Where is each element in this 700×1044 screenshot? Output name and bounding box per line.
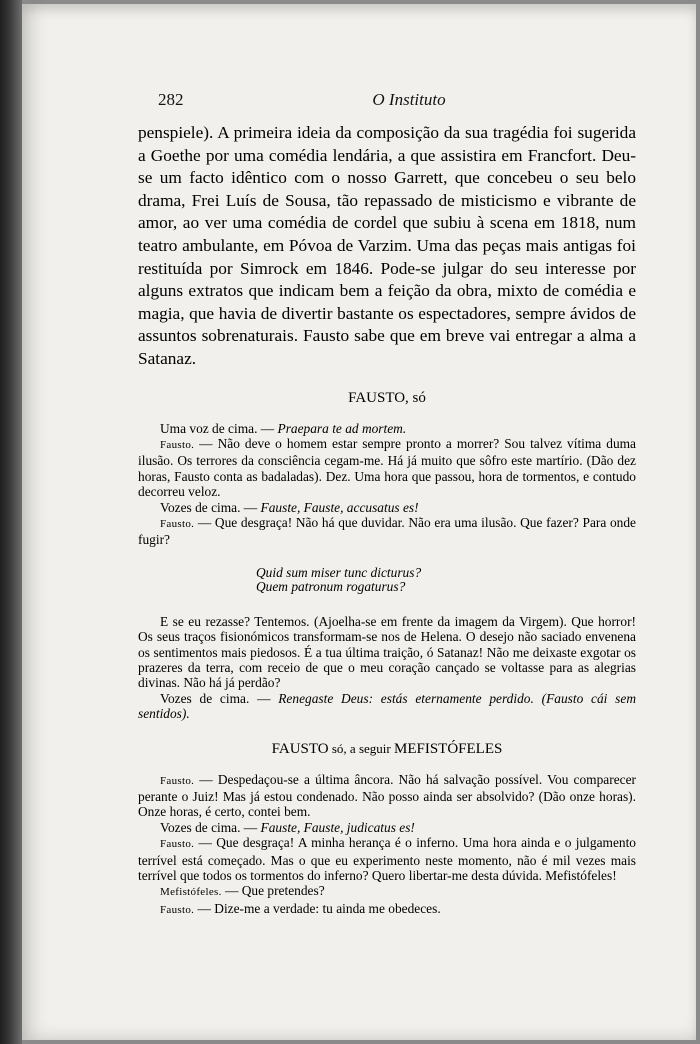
speech-text: — Não deve o homem estar sempre pronto a morrer? Sou talvez vítima duma ilusão. Os terrores da consciência cegam-me. Há já muito que sôfro este martírio. (Dão dez horas, Fausto conta as badaladas). Dez. Uma hora que passou, hora de tormentos, e contudo decorreu veloz. — [138, 435, 636, 500]
latin-line: Fauste, Fauste, accusatus es! — [260, 499, 419, 515]
book-spine-shadow — [0, 0, 22, 1044]
speaker-label: Fausto. — [160, 903, 195, 916]
dialogue-line — [138, 772, 636, 820]
speech-text: — Que desgraça! A minha herança é o inferno. Uma hora ainda e o julgamento terrível está começado. Mas o que eu experimento neste momento, não é mil vezes mais terrível que todos os tormentos do inferno? Quero libertar-me desta dúvida. Mefistófeles! — [138, 835, 636, 884]
speech-text: — Que pretendes? — [221, 883, 325, 899]
scene-heading-fausto-so: FAUSTO, só — [348, 389, 426, 406]
dialogue-line — [138, 500, 636, 515]
latin-line: Praepara te ad mortem. — [277, 420, 407, 436]
dialogue-line — [138, 421, 636, 436]
page-header — [158, 90, 660, 112]
speech-text: — Dize-me a verdade: tu ainda me obedeces. — [194, 900, 441, 916]
speaker-label: Fausto. — [160, 774, 195, 787]
page-number: 282 — [158, 90, 184, 109]
dialogue-line: E se eu rezasse? Tentemos. (Ajoelha-se em frente da imagem da Virgem). Que horror! Os seus traços fisionómicos transformam-se nos de Helena. O desejo não saciado envenena os sentimentos mais piedosos. É a tua última traição, ó Satanaz! Não me deixaste exgotar os prazeres da terra, com receio de que o meu coração cançado se voltasse para as alegrias divinas. Não há já perdão? — [138, 613, 636, 691]
dialogue-line — [138, 835, 636, 883]
speaker-label: Fausto. — [160, 838, 195, 851]
speaker-label: Vozes de cima. — — [160, 819, 261, 835]
latin-verse-line: Quem patronum rogaturus? — [256, 578, 406, 594]
speaker-label: Uma voz de cima. — — [160, 420, 278, 436]
intro-paragraph: penspiele). A primeira ideia da composição da sua tragédia foi sugerida a Goethe por uma comédia lendária, a que assistira em Francfort. Deu-se um facto idêntico com o nosso Garrett, que concebeu o seu belo drama, Frei Luís de Sousa, tão repassado de misticismo e vibrante de amor, ao ver uma comédia de cordel que subiu à scena em 1818, num teatro ambulante, em Póvoa de Varzim. Uma das peças mais antigas foi restituída por Simrock em 1846. Pode-se julgar do seu interesse por alguns extratos que indicam bem a feição da obra, mixto de comédia e magia, que havia de divertir bastante os espectadores, sempre ávidos de assuntos sobrenaturais. Fausto sabe que em breve vai entregar a alma a Satanaz. — [138, 123, 636, 368]
speech-text: — Que desgraça! Não há que duvidar. Não era uma ilusão. Que fazer? Para onde fugir? — [138, 514, 636, 548]
speaker-label: Vozes de cima. — — [160, 690, 279, 706]
speaker-label: Fausto. — [160, 438, 195, 451]
dialogue-line — [138, 901, 636, 918]
latin-verse-line: Quid sum miser tunc dicturus? — [256, 564, 422, 580]
dialogue-line — [138, 515, 636, 548]
scene-heading-fausto-mefistofeles: FAUSTO só, a seguir MEFISTÓFELES — [271, 740, 503, 757]
dialogue-line — [138, 820, 636, 835]
latin-line: Renegaste Deus: estás eternamente perdido. (Fausto cái sem sentidos). — [138, 690, 637, 722]
dialogue-line — [138, 883, 636, 900]
dialogue-line — [138, 436, 636, 500]
speaker-label: Vozes de cima. — — [160, 499, 261, 515]
running-title: O Instituto — [372, 90, 446, 109]
page-text-block — [138, 122, 636, 918]
speaker-label: Fausto. — [160, 517, 195, 530]
dialogue-line — [138, 691, 636, 722]
speaker-label: Mefistófeles. — [160, 886, 222, 899]
speech-text: — Despedaçou-se a última âncora. Não há salvação possível. Vou comparecer perante o Juiz! Mas já estou condenado. Não posso ainda ser absolvido? (Dão onze horas). Onze horas, é certo, contei bem. — [138, 771, 636, 820]
latin-line: Fauste, Fauste, judicatus es! — [260, 819, 415, 835]
